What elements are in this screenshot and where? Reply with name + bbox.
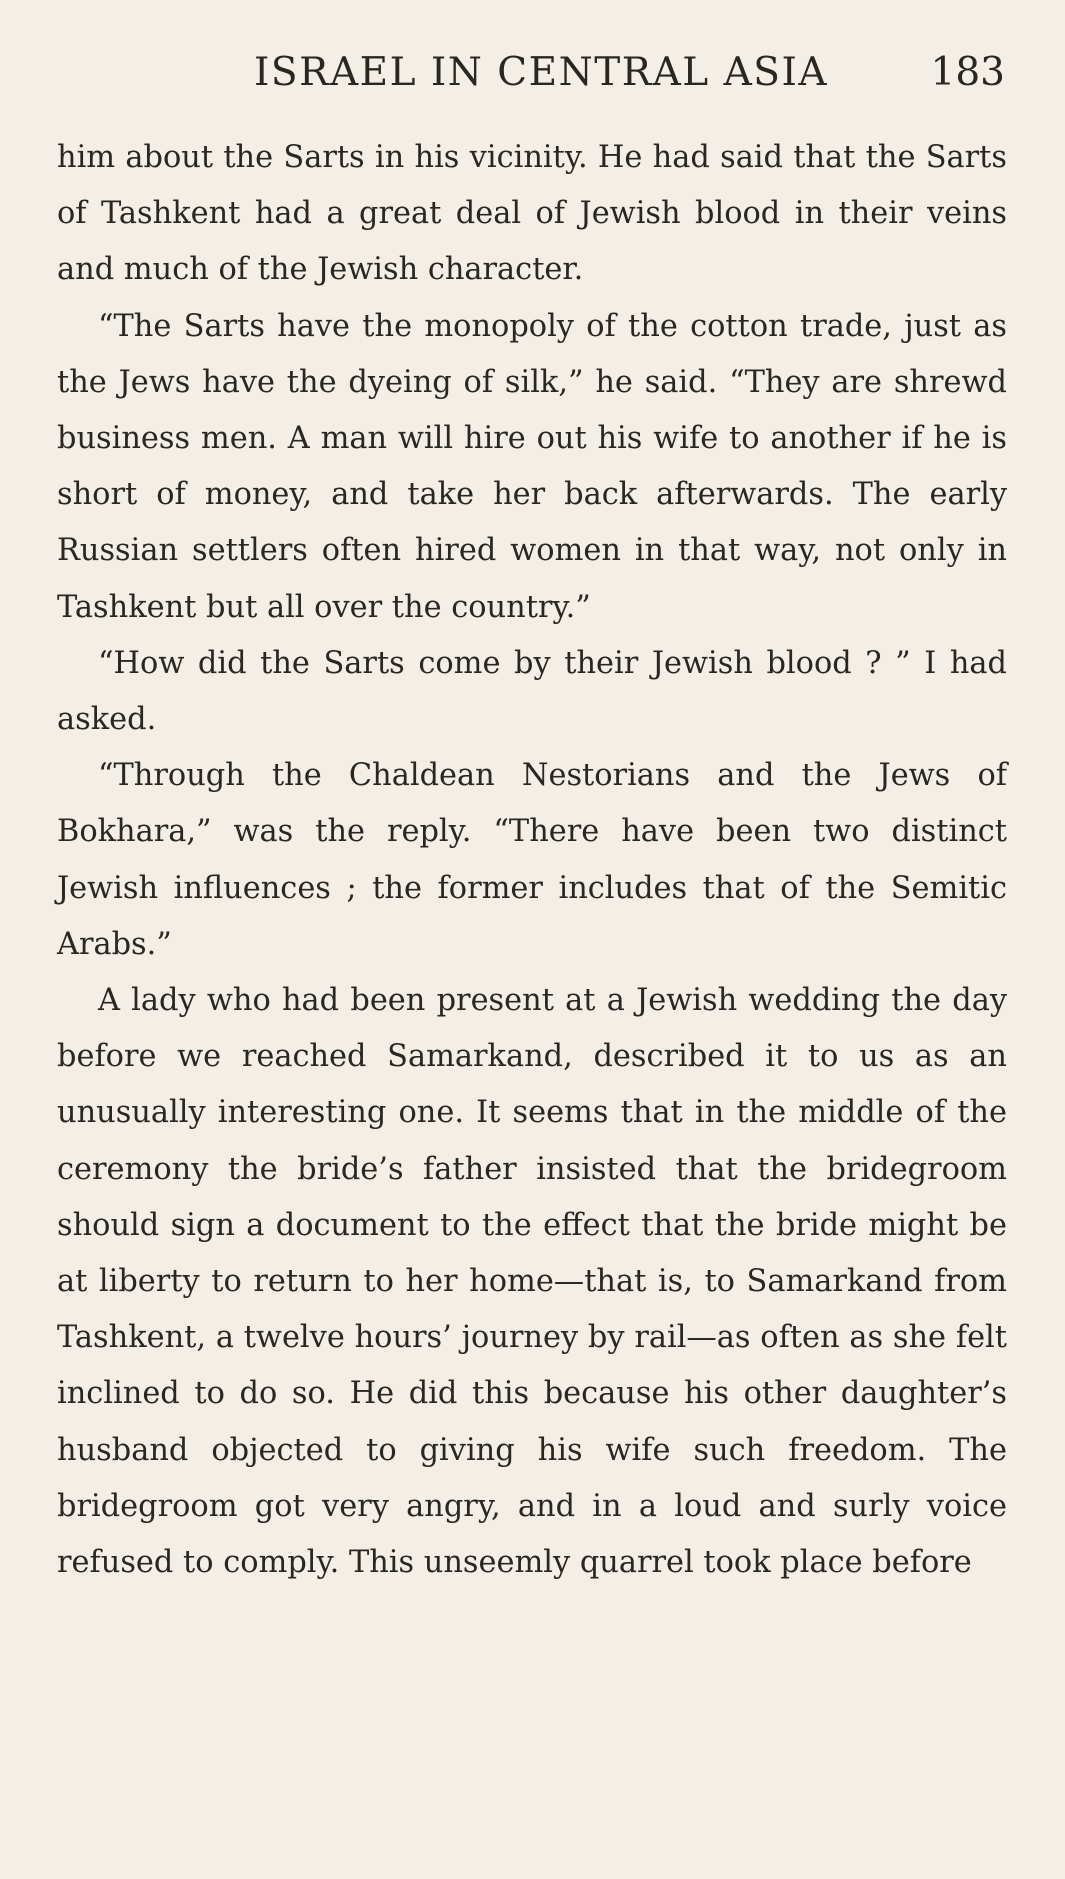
paragraph-continued: him about the Sarts in his vicinity. He had said that the Sarts of Tashkent had a great deal of Jewish blood in their veins and much of the Jewish character. [57, 140, 1007, 288]
running-title: ISRAEL IN CENTRAL ASIA [253, 50, 829, 95]
paragraph: “Through the Chaldean Nestorians and the Jews of Bokhara,” was the reply. “There have been two distinct Jewish influences ; the former includes that of the Semitic Arabs.” [57, 758, 1007, 962]
paragraph: “The Sarts have the monopoly of the cotton trade, just as the Jews have the dyeing of silk,” he said. “They are shrewd business men. A man will hire out his wife to another if he is short of money, and take her back afterwards. The early Russian settlers often hired women in that way, not only in Tashkent but all over the country.” [57, 308, 1007, 625]
running-head [57, 48, 1005, 98]
paragraph: “How did the Sarts come by their Jewish blood ? ” I had asked. [57, 645, 1007, 738]
paragraph: A lady who had been present at a Jewish wedding the day before we reached Samarkand, described it to us as an unusually interesting one. It seems that in the middle of the ceremony the bride’s father insisted that the bridegroom should sign a document to the effect that the bride might be at liberty to return to her home—that is, to Samarkand from Tashkent, a twelve hours’ journey by rail—as often as she felt inclined to do so. He did this because his other daughter’s husband objected to giving his wife such freedom. The bridegroom got very angry, and in a loud and surly voice refused to comply. This unseemly quarrel took place before [57, 983, 1007, 1581]
body-text [57, 130, 1007, 1591]
page-number: 183 [930, 50, 1005, 95]
